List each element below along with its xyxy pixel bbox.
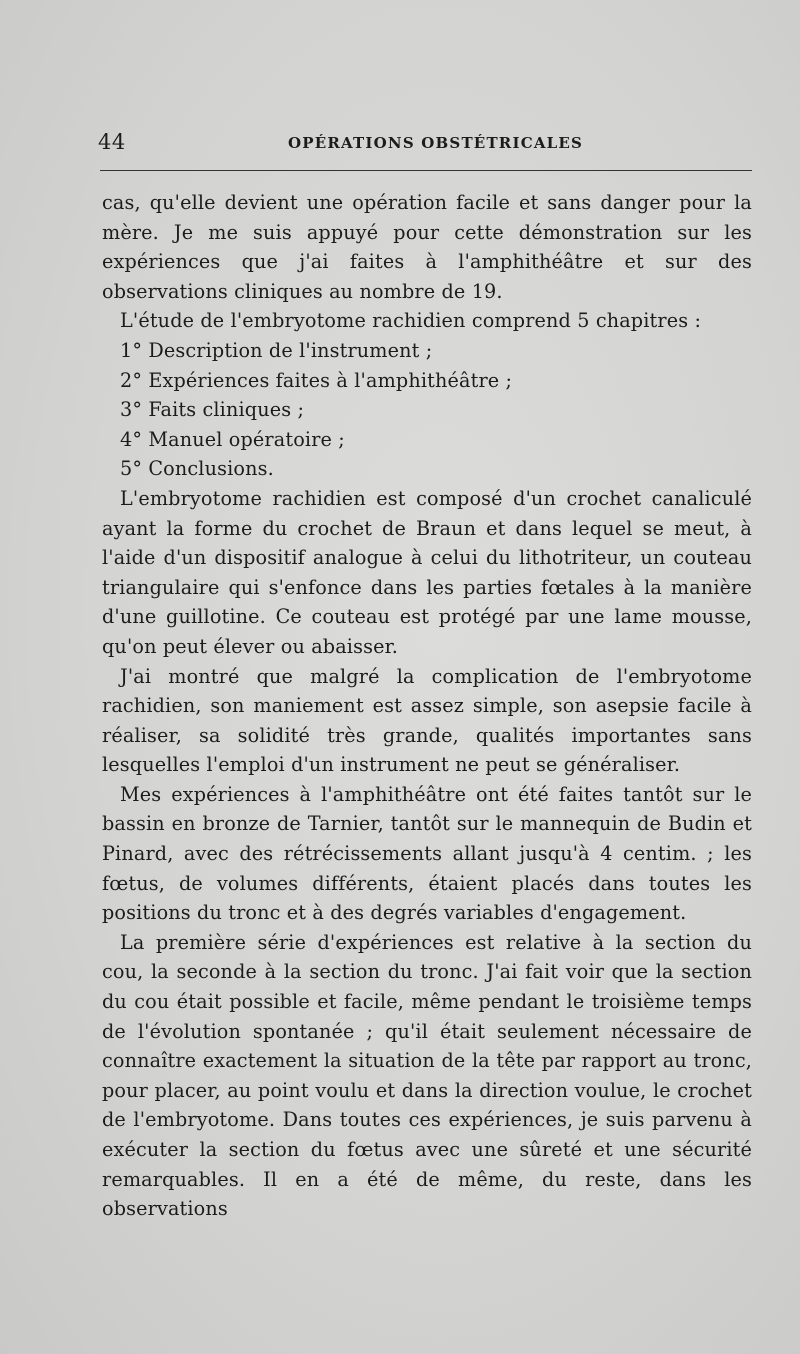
paragraph-2: L'étude de l'embryotome rachidien comprend 5 chapitres : xyxy=(120,309,702,333)
paragraph-1: cas, qu'elle devient une opération facile et sans danger pour la mère. Je me suis appuyé pour cette démonstration sur les expériences que j'ai faites à l'amphithéâtre et sur des observations cliniques au nombre de 19. xyxy=(102,191,752,303)
list-item-1: 1° Description de l'instrument ; xyxy=(120,338,433,362)
paragraph-4: J'ai montré que malgré la complication de l'embryotome rachidien, son maniement est assez simple, son asepsie facile à réaliser, sa solidité très grande, qualités importantes sans lesquelles l'emploi d'un instrument ne peut se généraliser. xyxy=(102,664,752,777)
page-header xyxy=(98,130,752,156)
list-item-2: 2° Expériences faites à l'amphithéâtre ; xyxy=(120,368,513,392)
paragraph-3: L'embryotome rachidien est composé d'un crochet canaliculé ayant la forme du crochet de Braun et dans lequel se meut, à l'aide d'un dispositif analogue à celui du lithotriteur, un couteau triangulaire qui s'enfonce dans les parties fœtales à la manière d'une guillotine. Ce couteau est protégé par une lame mousse, qu'on peut élever ou abaisser. xyxy=(102,486,752,658)
paragraph-5: Mes expériences à l'amphithéâtre ont été faites tantôt sur le bassin en bronze de Tarnier, tantôt sur le mannequin de Budin et Pinard, avec des rétrécissements allant jusqu'à 4 centim. ; les fœtus, de volumes différents, étaient placés dans toutes les positions du tronc et à des degrés variables d'engagement. xyxy=(102,782,752,925)
list-item-4: 4° Manuel opératoire ; xyxy=(120,427,345,451)
page-number: 44 xyxy=(98,130,126,154)
list-item-3: 3° Faits cliniques ; xyxy=(120,398,305,422)
body-text xyxy=(102,188,752,1224)
list-item-5: 5° Conclusions. xyxy=(120,457,274,481)
header-rule xyxy=(100,170,752,171)
running-title: OPÉRATIONS OBSTÉTRICALES xyxy=(288,134,584,152)
paragraph-6: La première série d'expériences est relative à la section du cou, la seconde à la section du tronc. J'ai fait voir que la section du cou était possible et facile, même pendant le troisième temps de l'évolution spontanée ; qu'il était seulement nécessaire de connaître exactement la situation de la tête par rapport au tronc, pour placer, au point voulu et dans la direction voulue, le crochet de l'embryotome. Dans toutes ces expériences, je suis parvenu à exécuter la section du fœtus avec une sûreté et une sécurité remarquables. Il en a été de même, du reste, dans les observations xyxy=(102,930,752,1221)
